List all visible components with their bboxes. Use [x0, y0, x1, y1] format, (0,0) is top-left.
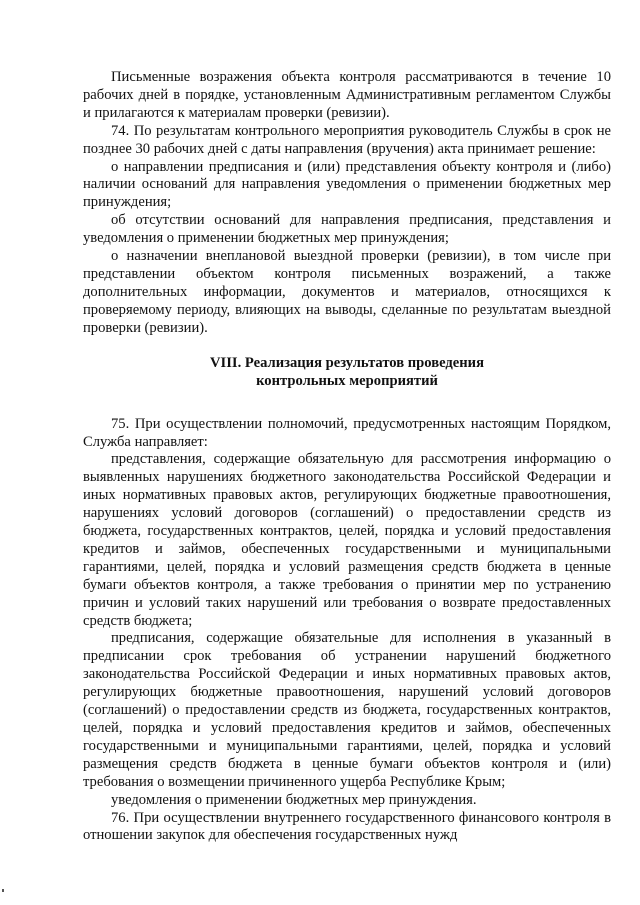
paragraph-74-option-unscheduled-inspection: о назначении внеплановой выездной проверки (ревизии), в том числе при представлении объектом контроля письменных возражений, а также дополнительных информации, документов и материалов, относящихся к проверяемому периоду, влияющих на выводы, сделанные по результатам выездной проверки (ревизии).: [83, 248, 611, 336]
paragraph-74-option-prescription: о направлении предписания и (или) представления объекту контроля и (либо) наличии оснований для направления уведомления о применении бюджетных мер принуждения;: [83, 158, 611, 211]
paragraph-74-option-no-grounds: об отсутствии оснований для направления предписания, представления и уведомления о применении бюджетных мер принуждения;: [83, 212, 611, 247]
section-heading-line-2: контрольных мероприятий: [256, 372, 438, 389]
section-heading-line-1: VIII. Реализация результатов проведения: [210, 354, 484, 371]
scan-artifact-mark: [2, 889, 4, 892]
section-heading-viii: [83, 354, 611, 390]
paragraph-75-notifications: уведомления о применении бюджетных мер принуждения.: [111, 791, 477, 808]
paragraph-objections-review: Письменные возражения объекта контроля рассматриваются в течение 10 рабочих дней в порядке, установленным Административным регламентом Службы и прилагаются к материалам проверки (ревизии).: [83, 69, 611, 121]
paragraph-74: 74. По результатам контрольного мероприятия руководитель Службы в срок не позднее 30 рабочих дней с даты направления (вручения) акта принимает решение:: [83, 122, 611, 157]
paragraph-75-representations: представления, содержащие обязательную для рассмотрения информацию о выявленных нарушениях бюджетного законодательства Российской Федерации и иных нормативных правовых актов, регулирующих бюджетные правоотношения, нарушениях условий договоров (соглашений) о предоставлении средств из бюджета, государственных контрактов, целей, порядка и условий предоставления кредитов и займов, обеспеченных государственными и муниципальными гарантиями, целей, порядка и условий размещения средств бюджета в ценные бумаги объектов контроля, а также требования о принятии мер по устранению причин и условий таких нарушений или требования о возврате предоставленных средств бюджета;: [83, 451, 611, 629]
paragraph-76: 76. При осуществлении внутреннего государственного финансового контроля в отношении закупок для обеспечения государственных нужд: [83, 809, 611, 844]
document-body: [83, 69, 611, 845]
paragraph-75-prescriptions: предписания, содержащие обязательные для исполнения в указанный в предписании срок требования об устранении нарушений бюджетного законодательства Российской Федерации и иных нормативных правовых актов, регулирующих бюджетные правоотношения, нарушений условий договоров (соглашений) о предоставлении средств из бюджета, государственных контрактов, целей, порядка и условий предоставления кредитов и займов, обеспеченных государственными и муниципальными гарантиями, целей, порядка и условий размещения средств бюджета в ценные бумаги объектов контроля и (или) требования о возмещении причиненного ущерба Республике Крым;: [83, 630, 611, 790]
paragraph-75: 75. При осуществлении полномочий, предусмотренных настоящим Порядком, Служба направляет:: [83, 415, 611, 450]
